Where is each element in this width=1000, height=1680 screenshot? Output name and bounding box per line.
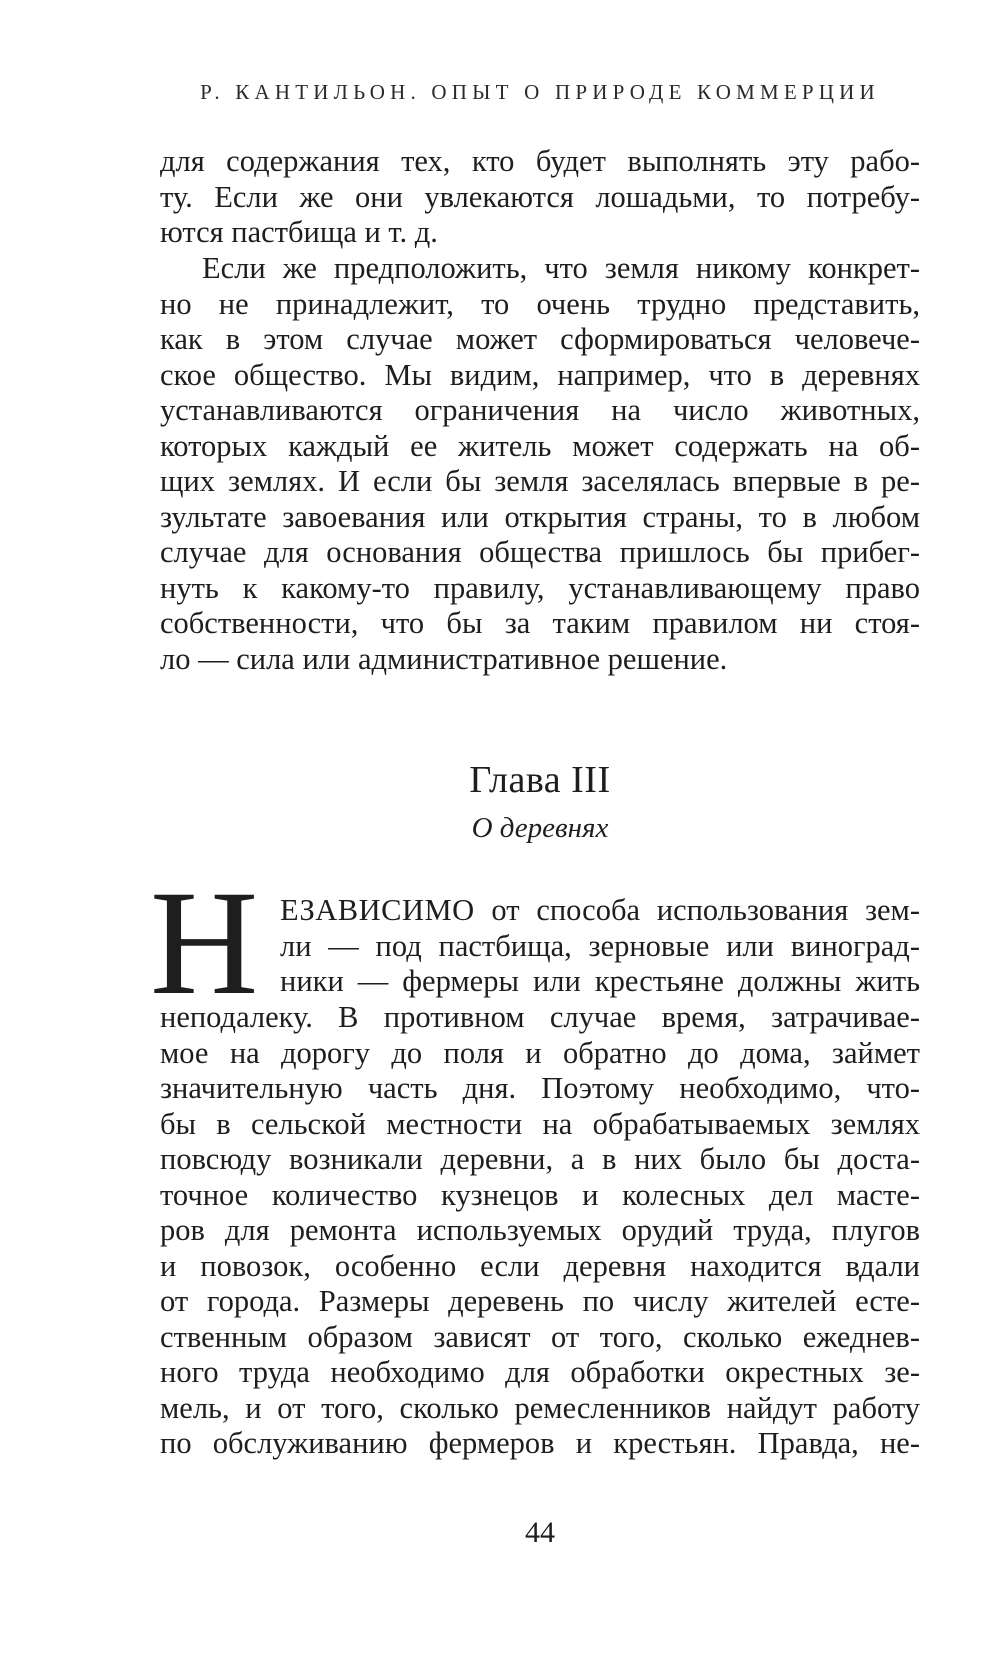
text-line: зультате завоевания или открытия страны, то в любом	[160, 499, 920, 534]
text-line: повсюду возникали деревни, а в них было бы доста-	[160, 1142, 920, 1176]
text-line: неподалеку. В противном случае время, затрачивае-	[160, 1000, 920, 1034]
text-line: собственности, что бы за таким правилом ни стоя-	[160, 606, 920, 640]
text-line: по обслуживанию фермеров и крестьян. Правда, не-	[160, 1426, 920, 1460]
text-line: и повозок, особенно если деревня находится вдали	[160, 1248, 920, 1283]
text-line: от города. Размеры деревень по числу жителей есте-	[160, 1284, 920, 1318]
first-line	[280, 893, 920, 929]
text-line: мое на дорогу до поля и обратно до дома, займет	[160, 1035, 920, 1070]
text-line: для содержания тех, кто будет выполнять эту рабо-	[160, 144, 920, 178]
chapter-subtitle: О деревнях	[471, 812, 609, 844]
text-line: ту. Если же они увлекаются лошадьми, то потребу-	[160, 179, 920, 214]
text-line: ники — фермеры или крестьяне должны жить	[280, 964, 920, 998]
drop-cap-lines	[280, 893, 920, 1000]
text-line: бы в сельской местности на обрабатываемых землях	[160, 1106, 920, 1141]
text-line: ли — под пастбища, зерновые или виноград-	[280, 928, 920, 963]
text-line: которых каждый ее житель может содержать на об-	[160, 428, 920, 463]
text-line: ственным образом зависят от того, сколько ежеднев-	[160, 1319, 920, 1354]
text-line: устанавливаются ограничения на число животных,	[160, 393, 920, 427]
text-line: ло — сила или административное решение.	[160, 641, 728, 676]
top-paragraph	[160, 144, 920, 251]
text-line: случае для основания общества пришлось бы прибег-	[160, 535, 920, 569]
second-paragraph	[160, 251, 920, 677]
chapter-title: Глава III	[469, 759, 611, 801]
first-line-rest: от способа использования зем-	[474, 893, 920, 927]
page-number: 44	[525, 1516, 555, 1549]
drop-cap: Н	[150, 860, 259, 1026]
first-word: ЕЗАВИСИМО	[280, 893, 475, 927]
text-line: ское общество. Мы видим, например, что в деревнях	[160, 357, 920, 392]
text-line: нуть к какому-то правилу, устанавливающему право	[160, 570, 920, 605]
text-line: Если же предположить, что земля никому конкрет-	[202, 251, 920, 285]
text-line: значительную часть дня. Поэтому необходимо, что-	[160, 1071, 920, 1105]
text-line: точное количество кузнецов и колесных дел масте-	[160, 1177, 920, 1212]
text-line: мель, и от того, сколько ремесленников найдут работу	[160, 1390, 920, 1425]
text-line: но не принадлежит, то очень трудно представить,	[160, 286, 920, 321]
chapter-body	[160, 1000, 920, 1462]
running-head: Р. КАНТИЛЬОН. ОПЫТ О ПРИРОДЕ КОММЕРЦИИ	[200, 80, 880, 104]
text-line: ются пастбища и т. д.	[160, 215, 438, 249]
text-line: ров для ремонта используемых орудий труда, плугов	[160, 1213, 920, 1247]
text-line: как в этом случае может сформироваться человече-	[160, 322, 920, 356]
text-line: ного труда необходимо для обработки окрестных зе-	[160, 1355, 920, 1389]
text-line: щих землях. И если бы земля заселялась впервые в ре-	[160, 464, 920, 498]
